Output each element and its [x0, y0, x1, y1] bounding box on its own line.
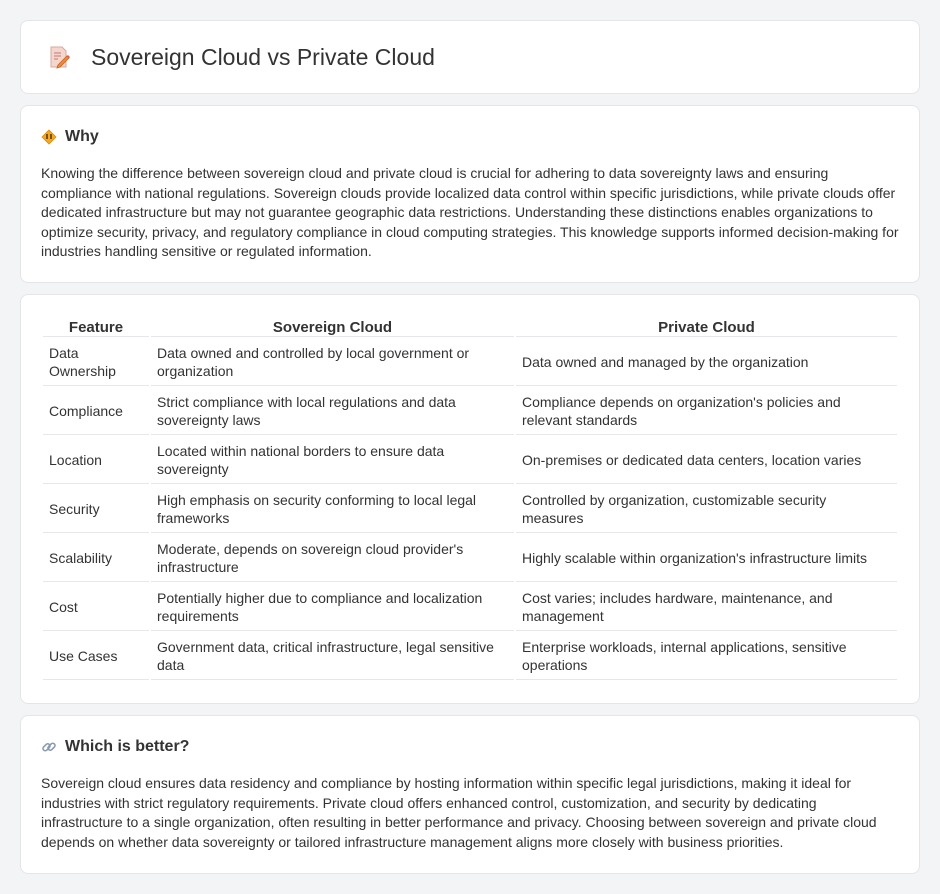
header-private-cloud: Private Cloud [516, 317, 897, 337]
why-heading: Why [65, 128, 99, 145]
title-card [20, 20, 920, 94]
link-icon [41, 739, 57, 755]
sovereign-cell: Moderate, depends on sovereign cloud provider's infrastructure [151, 535, 514, 582]
which-is-better-section [20, 715, 920, 874]
private-cell: On-premises or dedicated data centers, location varies [516, 437, 897, 484]
feature-cell: Use Cases [43, 633, 149, 680]
private-cell: Enterprise workloads, internal applications, sensitive operations [516, 633, 897, 680]
diamond-warning-icon [41, 129, 57, 145]
why-heading-row [41, 128, 899, 146]
table-header-row [43, 317, 897, 337]
private-cell: Controlled by organization, customizable security measures [516, 486, 897, 533]
better-heading-row [41, 738, 899, 756]
document-pencil-icon [47, 45, 71, 69]
why-text: Knowing the difference between sovereign cloud and private cloud is crucial for adhering to data sovereignty laws and ensuring compliance with national regulations. Sovereign clouds provide localized data control within specific jurisdictions, while private clouds offer dedicated infrastructure but may not guarantee geographic data restrictions. Understanding these distinctions enables organizations to optimize security, privacy, and regulatory compliance in cloud computing strategies. This knowledge supports informed decision-making for industries handling sensitive or regulated information. [41, 165, 899, 260]
comparison-table [41, 315, 899, 682]
table-row [43, 584, 897, 631]
feature-cell: Location [43, 437, 149, 484]
header-feature: Feature [43, 317, 149, 337]
sovereign-cell: Government data, critical infrastructure, legal sensitive data [151, 633, 514, 680]
private-cell: Highly scalable within organization's infrastructure limits [516, 535, 897, 582]
feature-cell: Security [43, 486, 149, 533]
sovereign-cell: Potentially higher due to compliance and localization requirements [151, 584, 514, 631]
page-title: Sovereign Cloud vs Private Cloud [91, 43, 435, 70]
private-cell: Data owned and managed by the organization [516, 339, 897, 386]
table-row [43, 535, 897, 582]
sovereign-cell: High emphasis on security conforming to local legal frameworks [151, 486, 514, 533]
why-section [20, 105, 920, 283]
sovereign-cell: Data owned and controlled by local government or organization [151, 339, 514, 386]
sovereign-cell: Located within national borders to ensure data sovereignty [151, 437, 514, 484]
better-text: Sovereign cloud ensures data residency and compliance by hosting information within specific legal jurisdictions, making it ideal for industries with strict regulatory requirements. Private cloud offers enhanced control, customization, and security by dedicating infrastructure to a single organization, often resulting in better performance and privacy. Choosing between sovereign and private cloud depends on whether data sovereignty or tailored infrastructure management aligns more closely with business priorities. [41, 775, 877, 850]
table-row [43, 486, 897, 533]
comparison-card [20, 294, 920, 704]
table-row [43, 388, 897, 435]
feature-cell: Scalability [43, 535, 149, 582]
table-row [43, 633, 897, 680]
table-row [43, 437, 897, 484]
feature-cell: Cost [43, 584, 149, 631]
table-row [43, 339, 897, 386]
feature-cell: Data Ownership [43, 339, 149, 386]
sovereign-cell: Strict compliance with local regulations and data sovereignty laws [151, 388, 514, 435]
feature-cell: Compliance [43, 388, 149, 435]
better-heading: Which is better? [65, 738, 190, 755]
header-sovereign-cloud: Sovereign Cloud [151, 317, 514, 337]
private-cell: Compliance depends on organization's policies and relevant standards [516, 388, 897, 435]
private-cell: Cost varies; includes hardware, maintenance, and management [516, 584, 897, 631]
